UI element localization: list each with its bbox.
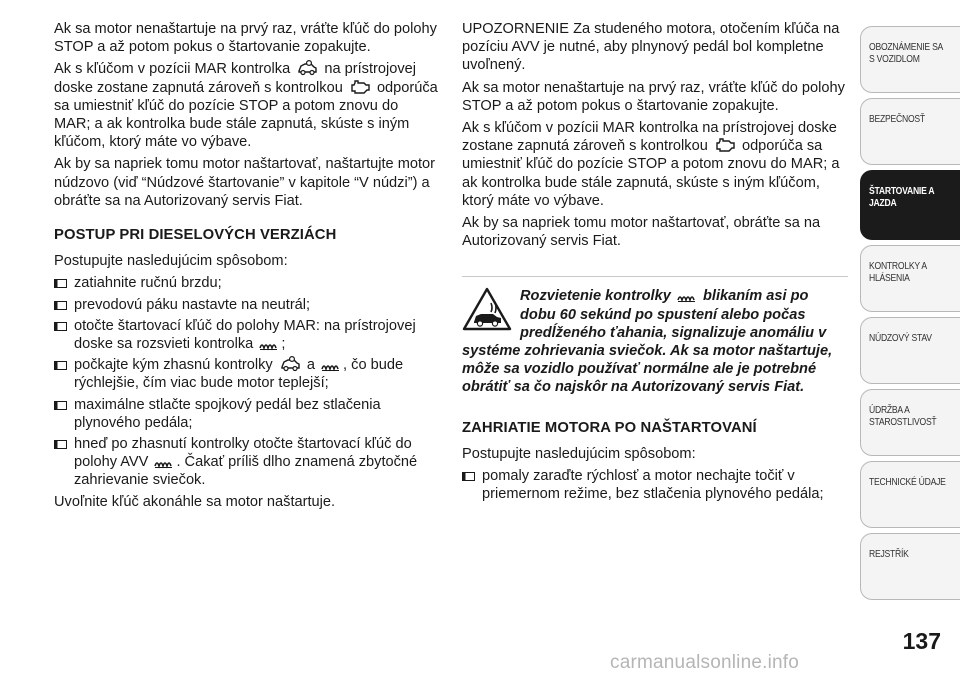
list-item: [462, 467, 848, 503]
car-warning-icon: [462, 287, 512, 331]
text: Ak s kľúčom v pozícii MAR kontrolka na prístrojovej doske zostane zapnutá zároveň s kontrolkou: [462, 120, 837, 155]
page-number: 137: [902, 628, 941, 654]
tab-emergency[interactable]: [860, 317, 960, 384]
tab-label: REJSTŘÍK: [869, 548, 909, 560]
warning-text: [462, 287, 848, 396]
section-heading: ZAHRIATIE MOTORA PO NAŠTARTOVANÍ: [462, 419, 757, 436]
bullet-icon: [54, 361, 67, 370]
text: počkajte kým zhasnú kontrolky: [74, 357, 273, 374]
steps-list: [54, 274, 438, 489]
list-item: [54, 296, 438, 314]
tab-label: S VOZIDLOM: [869, 53, 920, 65]
text: na prístrojovej doske zostane zapnutá zároveň s kontrolkou: [54, 61, 416, 96]
text: hneď po zhasnutí kontrolky otočte štartovací kľúč do polohy AVV: [74, 436, 412, 471]
tab-maintenance[interactable]: [860, 389, 960, 456]
bullet-icon: [54, 440, 67, 449]
list-item: [54, 317, 438, 353]
tab-starting-driving[interactable]: [860, 170, 960, 240]
list-item: [54, 435, 438, 490]
text: odporúča sa umiestniť kľúč do pozície STOP a potom znovu do MAR; a ak kontrolka bude stále zapnutá, skúste s iným kľúčom, ktorý máte vo výbave.: [462, 138, 840, 209]
text: otočte štartovací kľúč do polohy MAR: na prístrojovej doske sa rozsvieti kontrolka: [74, 317, 416, 353]
text: a: [306, 357, 315, 374]
list-item: [54, 396, 438, 432]
steps-list: [462, 467, 848, 503]
text: prevodovú páku nastavte na neutrál;: [74, 296, 311, 313]
section-heading: POSTUP PRI DIESELOVÝCH VERZIÁCH: [54, 227, 337, 244]
tab-label: KONTROLKY A: [869, 260, 927, 272]
paragraph: Uvoľnite kľúč akonáhle sa motor naštartuje.: [54, 493, 336, 510]
list-item: [54, 356, 438, 392]
bullet-icon: [54, 279, 67, 288]
left-column: [54, 20, 438, 515]
tab-index[interactable]: [860, 533, 960, 600]
tab-label: ŠTARTOVANIE A: [869, 185, 935, 197]
engine-fault-icon: [714, 137, 736, 153]
tab-label: ÚDRŽBA A: [869, 404, 910, 416]
bullet-icon: [462, 472, 475, 481]
engine-fault-icon: [349, 79, 371, 95]
paragraph: Ak by sa napriek tomu motor naštartovať, naštartujte motor núdzovo (viď “Núdzové štartovanie” v kapitole “V núdzi”) a obráťte sa na Autorizovaný servis Fiat.: [54, 156, 436, 209]
paragraph: [54, 60, 438, 151]
text: , čo bude rýchlejšie, čím viac bude motor teplejší;: [74, 357, 404, 392]
warning-box: [462, 276, 848, 396]
text: . Čakať príliš dlho znamená zbytočné zahrievanie sviečok.: [74, 454, 418, 489]
paragraph: Ak sa motor nenaštartuje na prvý raz, vráťte kľúč do polohy STOP a až potom pokus o štartovanie zopakujte.: [462, 79, 845, 114]
tab-label: JAZDA: [869, 197, 897, 209]
glow-plug-icon: [321, 360, 341, 372]
text: Ak s kľúčom v pozícii MAR kontrolka: [54, 61, 291, 78]
paragraph: Ak sa motor nenaštartuje na prvý raz, vráťte kľúč do polohy STOP a až potom pokus o štartovanie zopakujte.: [54, 21, 437, 56]
glow-plug-icon: [259, 339, 279, 351]
tab-safety[interactable]: [860, 98, 960, 165]
text: zatiahnite ručnú brzdu;: [74, 275, 222, 292]
tab-warning-lights[interactable]: [860, 245, 960, 312]
tab-label: STAROSTLIVOSŤ: [869, 416, 937, 428]
list-item: [54, 274, 438, 292]
glow-plug-icon: [677, 291, 697, 303]
tab-label: NÚDZOVÝ STAV: [869, 332, 932, 344]
tab-vehicle-intro[interactable]: [860, 26, 960, 93]
text: blikaním asi po dobu 60 sekúnd po spustení alebo počas predĺženého ťahania, signalizuje anomáliu v systéme zohrievania sviečok. Ak sa motor naštartuje, môže sa vozidlo používať normálne ale je potrebné obrátiť sa čo najskôr na Autorizovaný servis Fiat.: [462, 288, 833, 396]
bullet-icon: [54, 301, 67, 310]
glow-plug-icon: [154, 457, 174, 469]
paragraph: [462, 119, 848, 210]
immobilizer-warning-icon: [279, 356, 301, 372]
tab-label: OBOZNÁMENIE SA: [869, 41, 944, 53]
text: maximálne stlačte spojkový pedál bez stlačenia plynového pedála;: [74, 396, 381, 431]
text: Rozvietenie kontrolky: [520, 288, 671, 305]
right-column: [462, 20, 848, 506]
tab-technical-data[interactable]: [860, 461, 960, 528]
text: odporúča sa umiestniť kľúč do pozície STOP a potom znovu do MAR; a ak kontrolka bude stále zapnutá, skúste s iným kľúčom, ktorý máte vo výbave.: [54, 79, 438, 151]
bullet-icon: [54, 401, 67, 410]
text: pomaly zaraďte rýchlosť a motor nechajte točiť v priemernom režime, bez stlačenia plynového pedála;: [482, 468, 824, 503]
watermark: carmanualsonline.info: [610, 652, 800, 673]
paragraph: Ak by sa napriek tomu motor naštartovať, obráťte sa na Autorizovaný servis Fiat.: [462, 215, 821, 250]
bullet-icon: [54, 322, 67, 331]
tab-label: TECHNICKÉ ÚDAJE: [869, 476, 946, 488]
intro-text: Postupujte nasledujúcim spôsobom:: [54, 253, 288, 270]
intro-text: Postupujte nasledujúcim spôsobom:: [462, 445, 696, 462]
tab-label: BEZPEČNOSŤ: [869, 113, 925, 125]
tab-label: HLÁSENIA: [869, 272, 910, 284]
chapter-tabs: [860, 26, 960, 605]
paragraph: UPOZORNENIE Za studeného motora, otočením kľúča na pozíciu AVV je nutné, aby plnynový pedál bol kompletne uvoľnený.: [462, 21, 840, 74]
text: ;: [281, 336, 286, 353]
immobilizer-warning-icon: [296, 60, 318, 76]
